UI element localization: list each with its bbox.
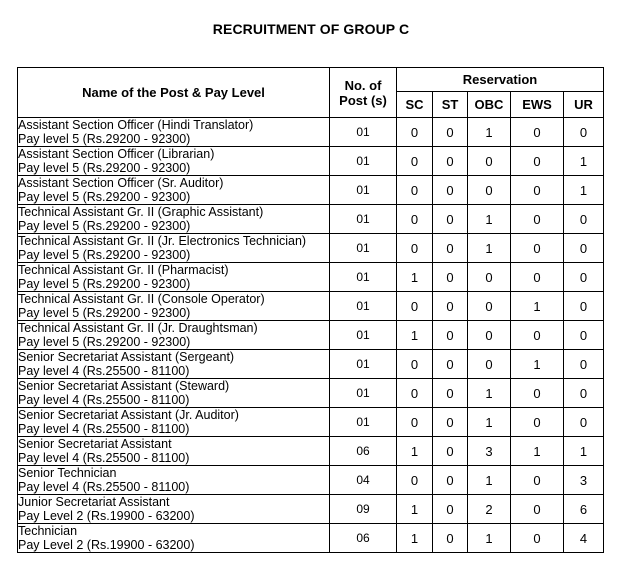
ur-cell: 1 — [564, 176, 604, 205]
header-no-of-posts — [330, 68, 397, 118]
table-row — [18, 379, 604, 408]
table-row — [18, 234, 604, 263]
table-row — [18, 408, 604, 437]
no-of-posts-cell: 01 — [330, 118, 397, 147]
ews-cell: 0 — [511, 118, 564, 147]
post-name: Assistant Section Officer (Librarian) — [18, 147, 215, 161]
sc-cell: 1 — [397, 495, 433, 524]
sc-cell: 0 — [397, 176, 433, 205]
ews-cell: 0 — [511, 466, 564, 495]
post-name: Senior Secretariat Assistant — [18, 437, 172, 451]
post-name: Assistant Section Officer (Hindi Translator) — [18, 118, 254, 132]
post-cell — [18, 321, 330, 350]
no-of-posts-cell: 01 — [330, 321, 397, 350]
post-name: Senior Secretariat Assistant (Jr. Auditor) — [18, 408, 239, 422]
table-row — [18, 495, 604, 524]
table-row — [18, 176, 604, 205]
ews-cell: 0 — [511, 524, 564, 553]
post-cell — [18, 292, 330, 321]
obc-cell: 1 — [468, 205, 511, 234]
table-body — [18, 118, 604, 553]
ur-cell: 0 — [564, 263, 604, 292]
recruitment-table — [17, 67, 604, 553]
pay-level: Pay level 4 (Rs.25500 - 81100) — [18, 364, 190, 378]
pay-level: Pay level 5 (Rs.29200 - 92300) — [18, 132, 191, 146]
obc-cell: 0 — [468, 350, 511, 379]
no-of-posts-cell: 01 — [330, 292, 397, 321]
sc-cell: 0 — [397, 118, 433, 147]
pay-level: Pay level 5 (Rs.29200 - 92300) — [18, 335, 191, 349]
post-cell — [18, 350, 330, 379]
ur-cell: 0 — [564, 379, 604, 408]
no-of-posts-cell: 01 — [330, 408, 397, 437]
no-of-posts-cell: 01 — [330, 263, 397, 292]
post-cell — [18, 234, 330, 263]
no-of-posts-cell: 04 — [330, 466, 397, 495]
obc-cell: 1 — [468, 524, 511, 553]
post-name: Technical Assistant Gr. II (Graphic Assistant) — [18, 205, 264, 219]
post-cell — [18, 147, 330, 176]
no-of-posts-cell: 01 — [330, 147, 397, 176]
pay-level: Pay level 5 (Rs.29200 - 92300) — [18, 306, 191, 320]
header-reservation: Reservation — [397, 68, 604, 92]
ur-cell: 0 — [564, 350, 604, 379]
ews-cell: 1 — [511, 350, 564, 379]
post-name: Assistant Section Officer (Sr. Auditor) — [18, 176, 224, 190]
st-cell: 0 — [433, 263, 468, 292]
header-sc: SC — [397, 92, 433, 118]
pay-level: Pay level 4 (Rs.25500 - 81100) — [18, 480, 190, 494]
post-cell — [18, 466, 330, 495]
obc-cell: 2 — [468, 495, 511, 524]
obc-cell: 3 — [468, 437, 511, 466]
obc-cell: 0 — [468, 147, 511, 176]
table-row — [18, 118, 604, 147]
no-of-posts-cell: 06 — [330, 524, 397, 553]
no-of-posts-cell: 01 — [330, 379, 397, 408]
ur-cell: 1 — [564, 437, 604, 466]
pay-level: Pay Level 2 (Rs.19900 - 63200) — [18, 509, 195, 523]
post-name: Junior Secretariat Assistant — [18, 495, 170, 509]
pay-level: Pay level 5 (Rs.29200 - 92300) — [18, 248, 191, 262]
ews-cell: 0 — [511, 176, 564, 205]
post-cell — [18, 408, 330, 437]
table-row — [18, 524, 604, 553]
sc-cell: 1 — [397, 263, 433, 292]
pay-level: Pay level 5 (Rs.29200 - 92300) — [18, 219, 191, 233]
sc-cell: 1 — [397, 437, 433, 466]
obc-cell: 0 — [468, 321, 511, 350]
table-row — [18, 350, 604, 379]
ews-cell: 0 — [511, 379, 564, 408]
ews-cell: 0 — [511, 495, 564, 524]
ews-cell: 1 — [511, 292, 564, 321]
ur-cell: 3 — [564, 466, 604, 495]
table-row — [18, 147, 604, 176]
sc-cell: 0 — [397, 205, 433, 234]
header-obc: OBC — [468, 92, 511, 118]
post-cell — [18, 524, 330, 553]
post-cell — [18, 379, 330, 408]
header-ur: UR — [564, 92, 604, 118]
st-cell: 0 — [433, 495, 468, 524]
ews-cell: 0 — [511, 147, 564, 176]
obc-cell: 0 — [468, 263, 511, 292]
st-cell: 0 — [433, 350, 468, 379]
sc-cell: 0 — [397, 292, 433, 321]
header-ews: EWS — [511, 92, 564, 118]
pay-level: Pay level 5 (Rs.29200 - 92300) — [18, 190, 191, 204]
ur-cell: 0 — [564, 292, 604, 321]
header-no-line2: Post (s) — [339, 92, 387, 108]
page-title: RECRUITMENT OF GROUP C — [212, 21, 410, 37]
table-row — [18, 292, 604, 321]
sc-cell: 1 — [397, 524, 433, 553]
obc-cell: 0 — [468, 292, 511, 321]
sc-cell: 0 — [397, 408, 433, 437]
post-name: Technical Assistant Gr. II (Jr. Draughtsman) — [18, 321, 258, 335]
no-of-posts-cell: 09 — [330, 495, 397, 524]
no-of-posts-cell: 01 — [330, 350, 397, 379]
ur-cell: 6 — [564, 495, 604, 524]
header-post-name: Name of the Post & Pay Level — [18, 68, 330, 118]
table-row — [18, 466, 604, 495]
st-cell: 0 — [433, 379, 468, 408]
sc-cell: 0 — [397, 466, 433, 495]
pay-level: Pay level 4 (Rs.25500 - 81100) — [18, 393, 190, 407]
pay-level: Pay Level 2 (Rs.19900 - 63200) — [18, 538, 195, 552]
st-cell: 0 — [433, 408, 468, 437]
ews-cell: 0 — [511, 263, 564, 292]
ews-cell: 1 — [511, 437, 564, 466]
ur-cell: 0 — [564, 205, 604, 234]
table-row — [18, 205, 604, 234]
obc-cell: 1 — [468, 408, 511, 437]
st-cell: 0 — [433, 466, 468, 495]
table-row — [18, 321, 604, 350]
post-cell — [18, 263, 330, 292]
post-cell — [18, 205, 330, 234]
st-cell: 0 — [433, 321, 468, 350]
post-cell — [18, 176, 330, 205]
ews-cell: 0 — [511, 321, 564, 350]
post-cell — [18, 495, 330, 524]
post-name: Senior Secretariat Assistant (Steward) — [18, 379, 230, 393]
post-name: Technical Assistant Gr. II (Pharmacist) — [18, 263, 229, 277]
ur-cell: 0 — [564, 234, 604, 263]
pay-level: Pay level 5 (Rs.29200 - 92300) — [18, 277, 191, 291]
post-name: Technician — [18, 524, 78, 538]
obc-cell: 0 — [468, 176, 511, 205]
ur-cell: 0 — [564, 118, 604, 147]
st-cell: 0 — [433, 437, 468, 466]
st-cell: 0 — [433, 524, 468, 553]
pay-level: Pay level 4 (Rs.25500 - 81100) — [18, 451, 190, 465]
post-cell — [18, 118, 330, 147]
post-name: Senior Technician — [18, 466, 117, 480]
obc-cell: 1 — [468, 379, 511, 408]
post-cell — [18, 437, 330, 466]
st-cell: 0 — [433, 205, 468, 234]
sc-cell: 0 — [397, 147, 433, 176]
st-cell: 0 — [433, 234, 468, 263]
pay-level: Pay level 4 (Rs.25500 - 81100) — [18, 422, 190, 436]
sc-cell: 0 — [397, 379, 433, 408]
ur-cell: 0 — [564, 321, 604, 350]
pay-level: Pay level 5 (Rs.29200 - 92300) — [18, 161, 191, 175]
no-of-posts-cell: 01 — [330, 205, 397, 234]
ur-cell: 4 — [564, 524, 604, 553]
ews-cell: 0 — [511, 408, 564, 437]
ews-cell: 0 — [511, 205, 564, 234]
ews-cell: 0 — [511, 234, 564, 263]
table-row — [18, 263, 604, 292]
no-of-posts-cell: 01 — [330, 176, 397, 205]
no-of-posts-cell: 01 — [330, 234, 397, 263]
obc-cell: 1 — [468, 466, 511, 495]
table-row — [18, 437, 604, 466]
sc-cell: 0 — [397, 234, 433, 263]
post-name: Technical Assistant Gr. II (Console Operator) — [18, 292, 265, 306]
header-no-line1: No. of — [344, 77, 382, 93]
sc-cell: 0 — [397, 350, 433, 379]
header-st: ST — [433, 92, 468, 118]
st-cell: 0 — [433, 118, 468, 147]
st-cell: 0 — [433, 292, 468, 321]
sc-cell: 1 — [397, 321, 433, 350]
ur-cell: 1 — [564, 147, 604, 176]
ur-cell: 0 — [564, 408, 604, 437]
obc-cell: 1 — [468, 118, 511, 147]
post-name: Technical Assistant Gr. II (Jr. Electronics Technician) — [18, 234, 307, 248]
obc-cell: 1 — [468, 234, 511, 263]
post-name: Senior Secretariat Assistant (Sergeant) — [18, 350, 235, 364]
st-cell: 0 — [433, 147, 468, 176]
no-of-posts-cell: 06 — [330, 437, 397, 466]
st-cell: 0 — [433, 176, 468, 205]
